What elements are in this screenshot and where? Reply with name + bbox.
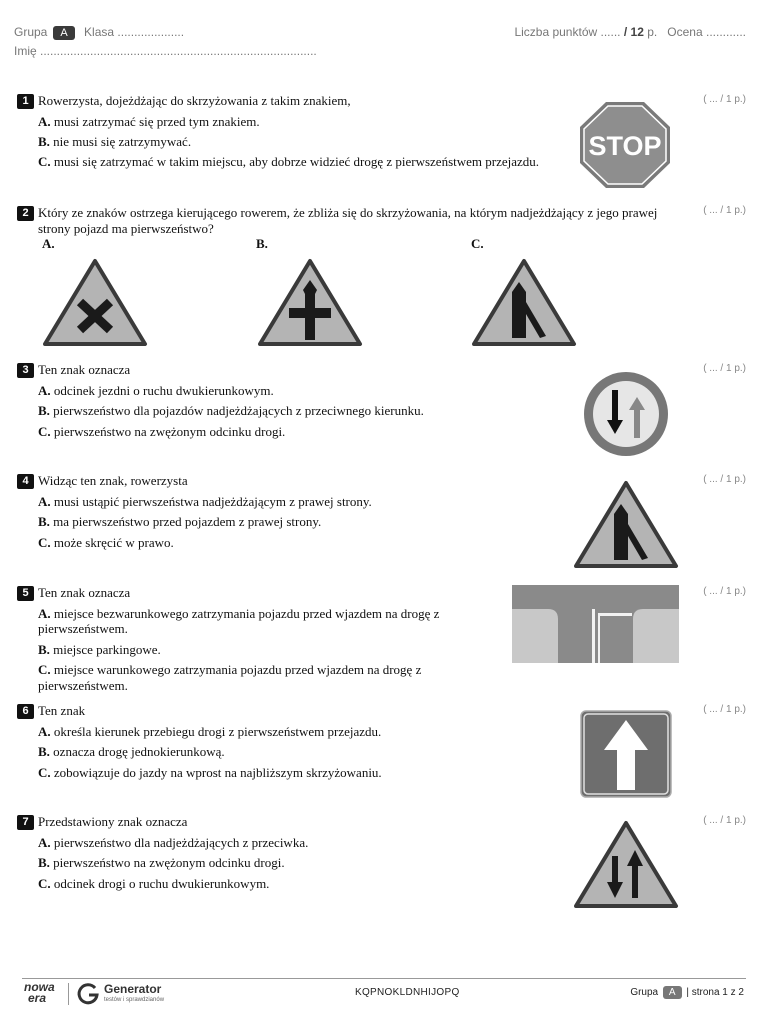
generator-subtitle: testów i sprawdzianów (104, 997, 165, 1003)
question-number: 1 (17, 94, 34, 109)
generator-title: Generator (104, 982, 162, 996)
stop-sign-text: STOP (588, 131, 662, 161)
option-a[interactable]: A. określa kierunek przebiegu drogi z pierwszeństwem przejazdu. (38, 723, 382, 739)
points-unit: p. (647, 25, 658, 39)
sign-option-a-label[interactable]: A. (42, 236, 55, 251)
points-dots[interactable]: ...... (600, 25, 621, 39)
priority-oncoming-icon (580, 370, 672, 458)
option-c[interactable]: C. musi się zatrzymać w takim miejscu, aby dobrze widzieć drogę z pierwszeństwem przejazdu. (38, 153, 540, 169)
option-c[interactable]: C. zobowiązuje do jazdy na wprost na najbliższym skrzyżowaniu. (38, 764, 382, 780)
warning-priority-road-icon[interactable] (257, 258, 363, 348)
nowa-era-logo (24, 982, 64, 1004)
option-c[interactable]: C. odcinek drogi o ruchu dwukierunkowym. (38, 875, 270, 891)
sign-option-b-label[interactable]: B. (256, 236, 268, 251)
option-a[interactable]: A. miejsce bezwarunkowego zatrzymania pojazdu przed wjazdem na drogę z pierwszeństwem. (38, 605, 440, 636)
logo-era-text: era (28, 991, 47, 1005)
warning-two-way-traffic-icon (573, 820, 679, 910)
header-group (14, 25, 184, 40)
points-box-1: ( ... / 1 p.) (703, 94, 746, 105)
group-badge: A (53, 26, 74, 40)
logo-separator (68, 983, 69, 1005)
group-label: Grupa (14, 25, 48, 39)
question-text: Rowerzysta, dojeżdżając do skrzyżowania z takim znakiem, (38, 93, 351, 108)
points-sep: / (623, 25, 628, 39)
option-a[interactable]: A. odcinek jezdni o ruchu dwukierunkowym. (38, 382, 274, 398)
option-c[interactable]: C. pierwszeństwo na zwężonym odcinku drogi. (38, 423, 286, 439)
option-a[interactable]: A. musi zatrzymać się przed tym znakiem. (38, 113, 260, 129)
question-text: Przedstawiony znak oznacza (38, 814, 188, 829)
grade-dots[interactable]: ............ (705, 25, 746, 39)
grade-label: Ocena (667, 25, 703, 39)
test-code: KQPNOKLDNHIJOPQ (355, 987, 460, 998)
question-7 (17, 814, 547, 891)
question-1 (17, 93, 547, 169)
points-box-3: ( ... / 1 p.) (703, 363, 746, 374)
question-3 (17, 362, 547, 439)
stop-sign-icon (578, 100, 672, 190)
sign-option-c-label[interactable]: C. (471, 236, 484, 251)
name-dots[interactable]: ................................................................................... (40, 44, 317, 58)
points-box-4: ( ... / 1 p.) (703, 474, 746, 485)
question-4 (17, 473, 547, 550)
question-number: 3 (17, 363, 34, 378)
class-dots[interactable]: .................... (117, 25, 185, 39)
question-number: 7 (17, 815, 34, 830)
warning-side-road-icon (573, 480, 679, 570)
option-b[interactable]: B. pierwszeństwo na zwężonym odcinku drogi. (38, 855, 285, 870)
footer-group-badge: A (663, 986, 682, 999)
stop-line-road-marking-icon (512, 585, 679, 663)
option-b[interactable]: B. oznacza drogę jednokierunkową. (38, 744, 225, 759)
warning-side-road-icon[interactable] (471, 258, 577, 348)
question-text: Ten znak (38, 703, 86, 718)
logo-nowa-text: nowa (24, 980, 55, 994)
name-label: Imię (14, 44, 37, 58)
question-text: Widząc ten znak, rowerzysta (38, 473, 188, 488)
generator-logo-text (104, 983, 164, 1004)
question-number: 5 (17, 586, 34, 601)
option-a[interactable]: A. musi ustąpić pierwszeństwa nadjeżdżającym z prawej strony. (38, 493, 372, 509)
points-box-6: ( ... / 1 p.) (703, 704, 746, 715)
question-2 (17, 205, 677, 236)
points-box-5: ( ... / 1 p.) (703, 586, 746, 597)
option-b[interactable]: B. pierwszeństwo dla pojazdów nadjeżdżających z przeciwnego kierunku. (38, 403, 424, 418)
footer-page-number: | strona 1 z 2 (686, 987, 744, 998)
question-number: 6 (17, 704, 34, 719)
footer-group-label: Grupa (630, 987, 659, 998)
points-box-2: ( ... / 1 p.) (703, 205, 746, 216)
generator-logo-icon (76, 982, 100, 1006)
question-number: 2 (17, 206, 34, 221)
question-number: 4 (17, 474, 34, 489)
question-text: Ten znak oznacza (38, 585, 131, 600)
points-max: 12 (630, 25, 644, 39)
header-name (14, 44, 317, 58)
arrow-up-sign-icon (580, 710, 672, 798)
header-score (514, 25, 746, 39)
question-5 (17, 585, 479, 693)
option-c[interactable]: C. może skręcić w prawo. (38, 534, 174, 550)
option-a[interactable]: A. pierwszeństwo dla nadjeżdżających z przeciwka. (38, 834, 309, 850)
option-b[interactable]: B. nie musi się zatrzymywać. (38, 134, 192, 149)
option-b[interactable]: B. miejsce parkingowe. (38, 641, 161, 657)
class-label: Klasa (84, 25, 115, 39)
footer-page-info (630, 986, 744, 999)
question-text: Który ze znaków ostrzega kierującego rowerem, że zbliża się do skrzyżowania, na którym nadjeżdżający z jego prawej strony pojazd ma pierwszeństwo? (38, 205, 658, 236)
points-box-7: ( ... / 1 p.) (703, 815, 746, 826)
question-6 (17, 703, 547, 780)
question-text: Ten znak oznacza (38, 362, 131, 377)
option-c[interactable]: C. miejsce warunkowego zatrzymania pojazdu przed wjazdem na drogę z pierwszeństwem. (38, 662, 422, 693)
option-b[interactable]: B. ma pierwszeństwo przed pojazdem z prawej strony. (38, 514, 322, 529)
warning-crossroads-icon[interactable] (42, 258, 148, 348)
points-label: Liczba punktów (514, 25, 598, 39)
footer-divider (22, 978, 746, 979)
